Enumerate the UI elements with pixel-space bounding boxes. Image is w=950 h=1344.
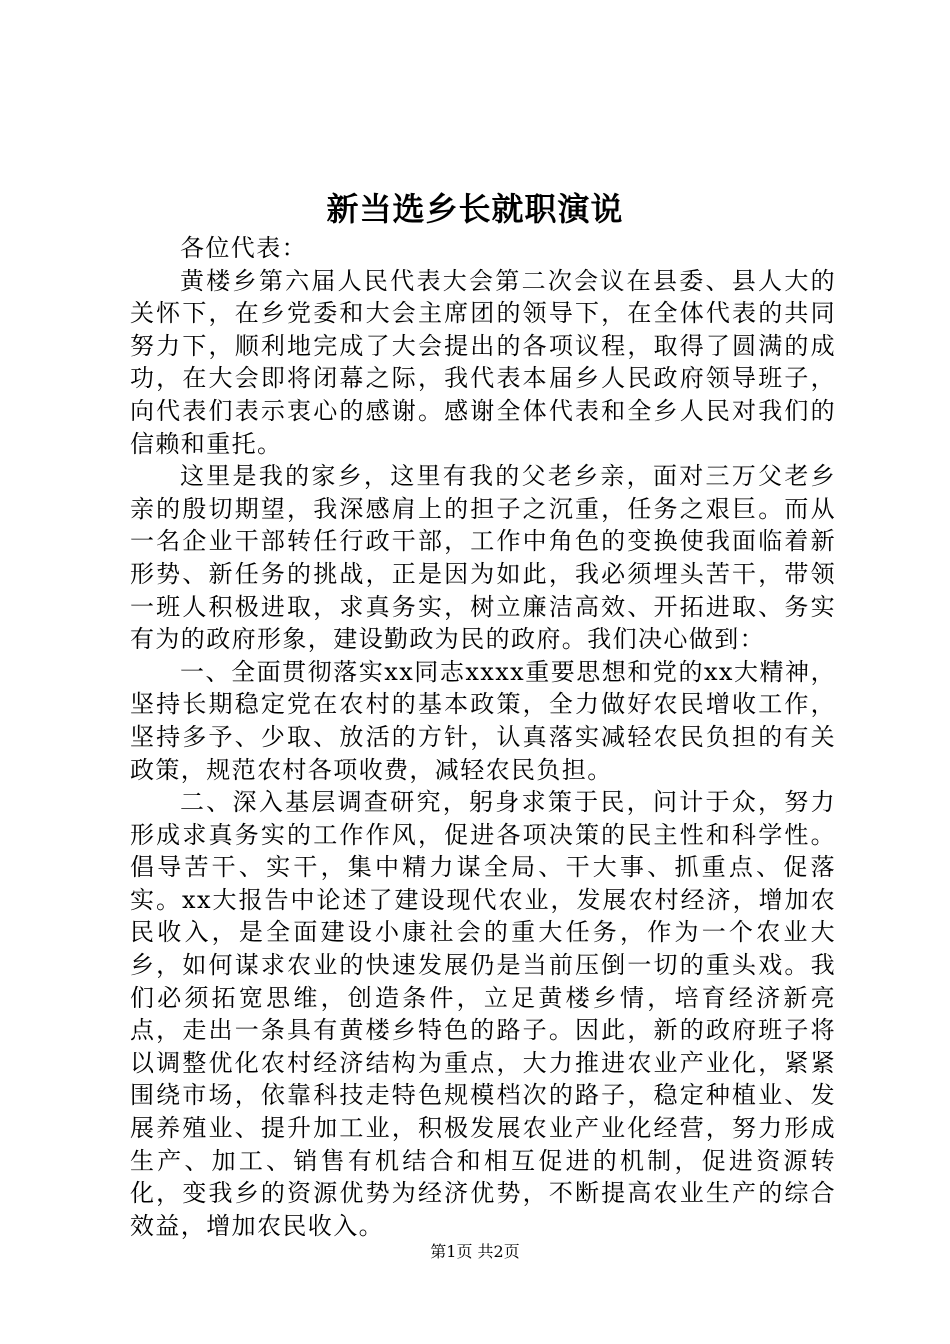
document-body xyxy=(130,232,836,1242)
intro-paragraph: 黄楼乡第六届人民代表大会第二次会议在县委、县人大的关怀下，在乡党委和大会主席团的领导下，在全体代表的共同努力下，顺利地完成了大会提出的各项议程，取得了圆满的成功，在大会即将闭幕之际，我代表本届乡人民政府领导班子，向代表们表示衷心的感谢。感谢全体代表和全乡人民对我们的信赖和重托。 xyxy=(130,266,836,458)
page-number-footer: 第1页 共2页 xyxy=(430,1242,520,1261)
document-title: 新当选乡长就职演说 xyxy=(326,190,624,228)
salutation-paragraph: 各位代表： xyxy=(180,234,307,262)
point-one-paragraph: 一、全面贯彻落实xx同志xxxx重要思想和党的xx大精神，坚持长期稳定党在农村的基本政策，全力做好农民增收工作，坚持多予、少取、放活的方针，认真落实减轻农民负担的有关政策，规范农村各项收费，减轻农民负担。 xyxy=(130,657,836,784)
hometown-paragraph: 这里是我的家乡，这里有我的父老乡亲，面对三万父老乡亲的殷切期望，我深感肩上的担子之沉重，任务之艰巨。而从一名企业干部转任行政干部，工作中角色的变换使我面临着新形势、新任务的挑战，正是因为如此，我必须埋头苦干，带领一班人积极进取，求真务实，树立廉洁高效、开拓进取、务实有为的政府形象，建设勤政为民的政府。我们决心做到： xyxy=(130,462,836,654)
point-two-paragraph: 二、深入基层调查研究，躬身求策于民，问计于众，努力形成求真务实的工作作风，促进各项决策的民主性和科学性。倡导苦干、实干，集中精力谋全局、干大事、抓重点、促落实。xx大报告中论述了建设现代农业，发展农村经济，增加农民收入，是全面建设小康社会的重大任务，作为一个农业大乡，如何谋求农业的快速发展仍是当前压倒一切的重头戏。我们必须拓宽思维，创造条件，立足黄楼乡情，培育经济新亮点，走出一条具有黄楼乡特色的路子。因此，新的政府班子将以调整优化农村经济结构为重点，大力推进农业产业化，紧紧围绕市场，依靠科技走特色规模档次的路子，稳定种植业、发展养殖业、提升加工业，积极发展农业产业化经营，努力形成生产、加工、销售有机结合和相互促进的机制，促进资源转化，变我乡的资源优势为经济优势，不断提高农业生产的综合效益，增加农民收入。 xyxy=(130,788,836,1240)
